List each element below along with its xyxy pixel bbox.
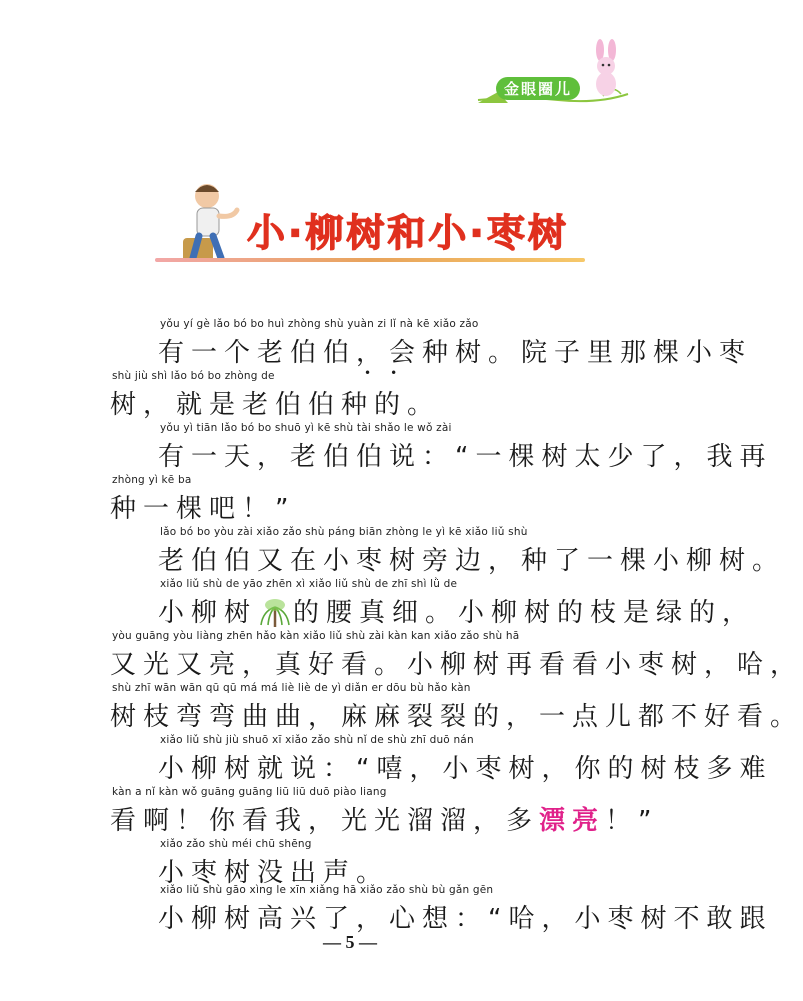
pinyin: yǒu yí gè lǎo bó bo huì zhòng shù yuàn zi lǐ nà kē xiǎo zǎo <box>160 318 479 330</box>
story-title: 小·柳树和小·枣树 <box>247 211 569 255</box>
highlighted-word: 漂亮 <box>539 806 606 836</box>
hanzi: 树，就是老伯伯种的。 <box>110 390 441 420</box>
willow-tree-icon <box>257 595 293 629</box>
hanzi: 小柳树就说：“嘻，小枣树，你的树枝多难 <box>158 754 773 784</box>
header-badge-text: 金眼圈儿 <box>496 77 580 100</box>
pinyin: xiǎo liǔ shù de yāo zhēn xì xiǎo liǔ shù de zhī shì lǜ de <box>160 578 458 590</box>
hanzi: 老伯伯又在小枣树旁边，种了一棵小柳树。 <box>158 546 786 576</box>
hanzi: 有一天，老伯伯说：“一棵树太少了，我再 <box>158 442 773 472</box>
hanzi: 小柳树高兴了，心想：“哈，小枣树不敢跟 <box>158 904 773 934</box>
hanzi: 小枣树没出声。 <box>158 858 390 888</box>
emphasis-dots: • • <box>364 366 398 380</box>
pinyin: zhòng yì kē ba <box>112 474 192 486</box>
page-number: — 5 — <box>323 932 377 952</box>
hanzi: 有一个老伯伯，会种树。院子里那棵小枣 <box>158 338 753 368</box>
pinyin: kàn a nǐ kàn wǒ guāng guāng liū liū duō piào liang <box>112 786 387 798</box>
hanzi <box>110 800 659 837</box>
title-underline <box>155 258 585 262</box>
pinyin: lǎo bó bo yòu zài xiǎo zǎo shù páng biān zhòng le yì kē xiǎo liǔ shù <box>160 526 528 538</box>
pinyin: xiǎo liǔ shù jiù shuō xī xiǎo zǎo shù nǐ de shù zhī duō nán <box>160 734 474 746</box>
pinyin: xiǎo zǎo shù méi chū shēng <box>160 838 312 850</box>
hanzi <box>158 592 755 629</box>
pinyin: shù zhī wān wān qū qū má má liè liè de yì diǎn er dōu bù hǎo kàn <box>112 682 471 694</box>
hanzi-part: 看啊！你看我，光光溜溜，多 <box>110 806 540 836</box>
hanzi-part: 小柳树 <box>158 598 258 628</box>
pinyin: shù jiù shì lǎo bó bo zhòng de <box>112 370 275 382</box>
rabbit-icon <box>585 40 627 100</box>
old-man-illustration <box>165 178 250 266</box>
story-title-block <box>155 178 585 266</box>
pinyin: xiǎo liǔ shù gāo xìng le xīn xiǎng hā xiǎo zǎo shù bù gǎn gēn <box>160 884 494 896</box>
pinyin: yòu guāng yòu liàng zhēn hǎo kàn xiǎo liǔ shù zài kàn kan xiǎo zǎo shù hā <box>112 630 520 642</box>
pinyin: yǒu yì tiān lǎo bó bo shuō yì kē shù tài shǎo le wǒ zài <box>160 422 452 434</box>
hanzi: 树枝弯弯曲曲，麻麻裂裂的，一点儿都不好看。 <box>110 702 803 732</box>
hanzi-part: 的腰真细。小柳树的枝是绿的， <box>293 598 756 628</box>
hanzi-part: ！” <box>605 806 659 836</box>
hanzi: 种一棵吧！” <box>110 494 296 524</box>
hanzi: 又光又亮，真好看。小柳树再看看小枣树，哈， <box>110 650 803 680</box>
